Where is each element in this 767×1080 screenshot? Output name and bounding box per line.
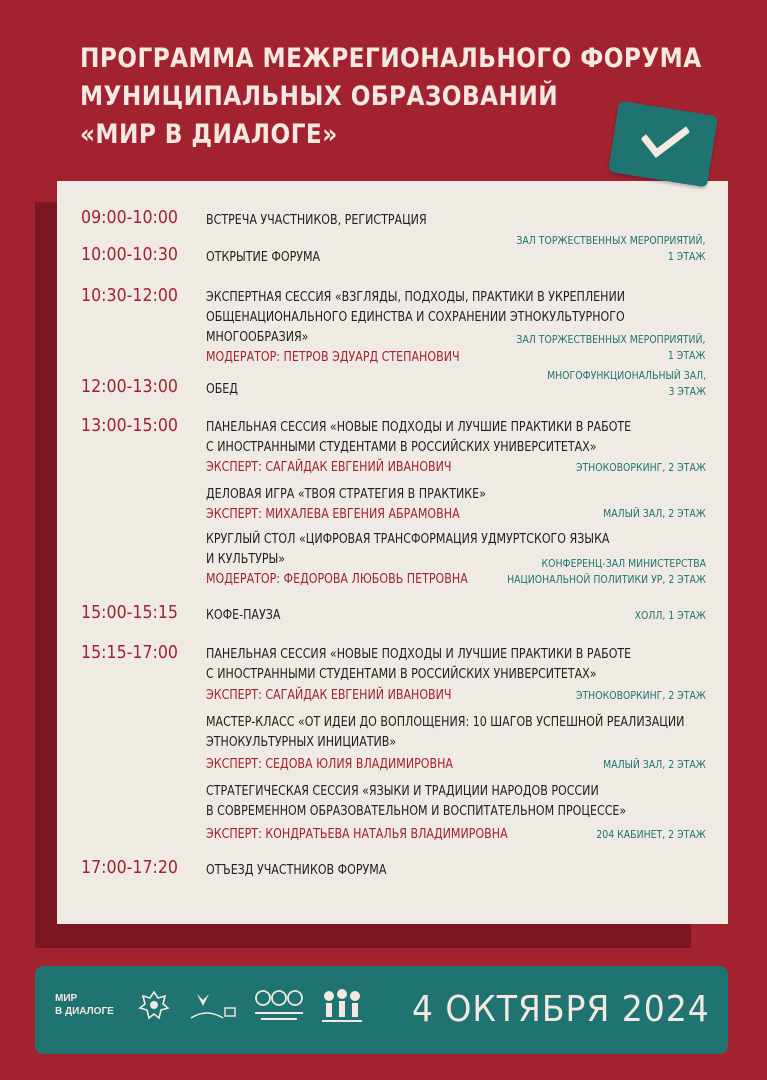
event-title: ВСТРЕЧА УЧАСТНИКОВ, РЕГИСТРАЦИЯ xyxy=(206,212,427,228)
time-slot: 15:00-15:15 xyxy=(81,602,179,623)
event-title xyxy=(206,712,684,752)
event-location xyxy=(507,556,706,588)
event-title xyxy=(206,417,631,457)
event-title: КОФЕ-ПАУЗА xyxy=(206,607,281,623)
event-location: МАЛЫЙ ЗАЛ, 2 ЭТАЖ xyxy=(603,507,706,520)
location-line: ЗАЛ ТОРЖЕСТВЕННЫХ МЕРОПРИЯТИЙ, xyxy=(516,333,706,346)
expert-name: ЭКСПЕРТ: САГАЙДАК ЕВГЕНИЙ ИВАНОВИЧ xyxy=(206,459,452,475)
event-location: ЭТНОКОВОРКИНГ, 2 ЭТАЖ xyxy=(576,689,706,702)
title-line: МУНИЦИПАЛЬНЫХ ОБРАЗОВАНИЙ xyxy=(80,81,559,112)
expert-name: ЭКСПЕРТ: САГАЙДАК ЕВГЕНИЙ ИВАНОВИЧ xyxy=(206,687,452,703)
location-line: 1 ЭТАЖ xyxy=(668,349,706,362)
title-line: МАСТЕР-КЛАСС «ОТ ИДЕИ ДО ВОПЛОЩЕНИЯ: 10 ШАГОВ УСПЕШНОЙ РЕАЛИЗАЦИИ xyxy=(206,714,685,730)
footer-bar xyxy=(35,966,728,1054)
event-location: ЭТНОКОВОРКИНГ, 2 ЭТАЖ xyxy=(576,461,706,474)
title-line: «МИР В ДИАЛОГЕ» xyxy=(80,119,338,150)
event-location xyxy=(517,233,706,265)
location-line: МНОГОФУНКЦИОНАЛЬНЫЙ ЗАЛ, xyxy=(546,369,706,382)
event-title: ОБЕД xyxy=(206,381,238,397)
location-line: КОНФЕРЕНЦ-ЗАЛ МИНИСТЕРСТВА xyxy=(541,557,706,570)
event-location: МАЛЫЙ ЗАЛ, 2 ЭТАЖ xyxy=(603,758,706,771)
logo-line: В ДИАЛОГЕ xyxy=(55,1006,114,1017)
title-line: ОБЩЕНАЦИОНАЛЬНОГО ЕДИНСТВА И СОХРАНЕНИИ ЭТНОКУЛЬТУРНОГО xyxy=(206,309,625,325)
time-slot: 13:00-15:00 xyxy=(81,415,179,436)
title-line: ПАНЕЛЬНАЯ СЕССИЯ «НОВЫЕ ПОДХОДЫ И ЛУЧШИЕ ПРАКТИКИ В РАБОТЕ xyxy=(206,419,632,435)
checkmark-icon xyxy=(638,119,690,166)
title-line: ПАНЕЛЬНАЯ СЕССИЯ «НОВЫЕ ПОДХОДЫ И ЛУЧШИЕ ПРАКТИКИ В РАБОТЕ xyxy=(206,646,632,662)
title-line: И КУЛЬТУРЫ» xyxy=(206,551,286,567)
time-slot: 15:15-17:00 xyxy=(81,642,179,663)
page-title xyxy=(80,40,702,154)
moderator-name: МОДЕРАТОР: ФЕДОРОВА ЛЮБОВЬ ПЕТРОВНА xyxy=(206,571,468,587)
house-of-friendship-logo-icon xyxy=(319,986,365,1028)
time-slot: 17:00-17:20 xyxy=(81,857,179,878)
event-title: ОТЪЕЗД УЧАСТНИКОВ ФОРУМА xyxy=(206,862,387,878)
assembly-peoples-logo-icon xyxy=(251,988,313,1028)
time-slot: 12:00-13:00 xyxy=(81,376,179,397)
title-line: ЭТНОКУЛЬТУРНЫХ ИНИЦИАТИВ» xyxy=(206,734,397,750)
title-line: СТРАТЕГИЧЕСКАЯ СЕССИЯ «ЯЗЫКИ И ТРАДИЦИИ НАРОДОВ РОССИИ xyxy=(206,783,599,799)
event-location xyxy=(547,368,706,400)
eagle-emblem-icon xyxy=(137,988,171,1024)
title-line: ПРОГРАММА МЕЖРЕГИОНАЛЬНОГО ФОРУМА xyxy=(80,43,702,74)
expert-name: ЭКСПЕРТ: СЕДОВА ЮЛИЯ ВЛАДИМИРОВНА xyxy=(206,756,453,772)
checkmark-badge xyxy=(608,101,718,188)
expert-name: ЭКСПЕРТ: МИХАЛЕВА ЕВГЕНИЯ АБРАМОВНА xyxy=(206,506,460,522)
event-title xyxy=(206,644,631,684)
udmurtia-30-logo-icon xyxy=(187,988,241,1026)
title-line: ЭКСПЕРТНАЯ СЕССИЯ «ВЗГЛЯДЫ, ПОДХОДЫ, ПРАКТИКИ В УКРЕПЛЕНИИ xyxy=(206,289,626,305)
logo-line: МИР xyxy=(55,993,78,1004)
event-date: 4 ОКТЯБРЯ 2024 xyxy=(412,989,710,1030)
time-slot: 10:00-10:30 xyxy=(81,244,179,265)
location-line: 1 ЭТАЖ xyxy=(668,250,706,263)
title-line: МНОГООБРАЗИЯ» xyxy=(206,329,309,345)
event-location: ХОЛЛ, 1 ЭТАЖ xyxy=(634,609,706,622)
expert-name: ЭКСПЕРТ: КОНДРАТЬЕВА НАТАЛЬЯ ВЛАДИМИРОВНА xyxy=(206,826,508,842)
mir-v-dialoge-logo xyxy=(55,992,114,1018)
event-location: 204 КАБИНЕТ, 2 ЭТАЖ xyxy=(596,828,706,841)
time-slot: 10:30-12:00 xyxy=(81,285,179,306)
title-line: В СОВРЕМЕННОМ ОБРАЗОВАТЕЛЬНОМ И ВОСПИТАТЕЛЬНОМ ПРОЦЕССЕ» xyxy=(206,803,627,819)
title-line: С ИНОСТРАННЫМИ СТУДЕНТАМИ В РОССИЙСКИХ УНИВЕРСИТЕТАХ» xyxy=(206,439,597,455)
title-line: КРУГЛЫЙ СТОЛ «ЦИФРОВАЯ ТРАНСФОРМАЦИЯ УДМУРТСКОГО ЯЗЫКА xyxy=(206,531,610,547)
time-slot: 09:00-10:00 xyxy=(81,207,179,228)
schedule-panel xyxy=(57,181,728,924)
location-line: НАЦИОНАЛЬНОЙ ПОЛИТИКИ УР, 2 ЭТАЖ xyxy=(507,573,706,586)
location-line: 3 ЭТАЖ xyxy=(668,385,706,398)
moderator-name: МОДЕРАТОР: ПЕТРОВ ЭДУАРД СТЕПАНОВИЧ xyxy=(206,349,460,365)
event-title: ОТКРЫТИЕ ФОРУМА xyxy=(206,249,321,265)
event-title: ДЕЛОВАЯ ИГРА «ТВОЯ СТРАТЕГИЯ В ПРАКТИКЕ» xyxy=(206,486,486,502)
event-title xyxy=(206,781,626,821)
location-line: ЗАЛ ТОРЖЕСТВЕННЫХ МЕРОПРИЯТИЙ, xyxy=(516,234,706,247)
event-location xyxy=(517,332,706,364)
title-line: С ИНОСТРАННЫМИ СТУДЕНТАМИ В РОССИЙСКИХ УНИВЕРСИТЕТАХ» xyxy=(206,666,597,682)
